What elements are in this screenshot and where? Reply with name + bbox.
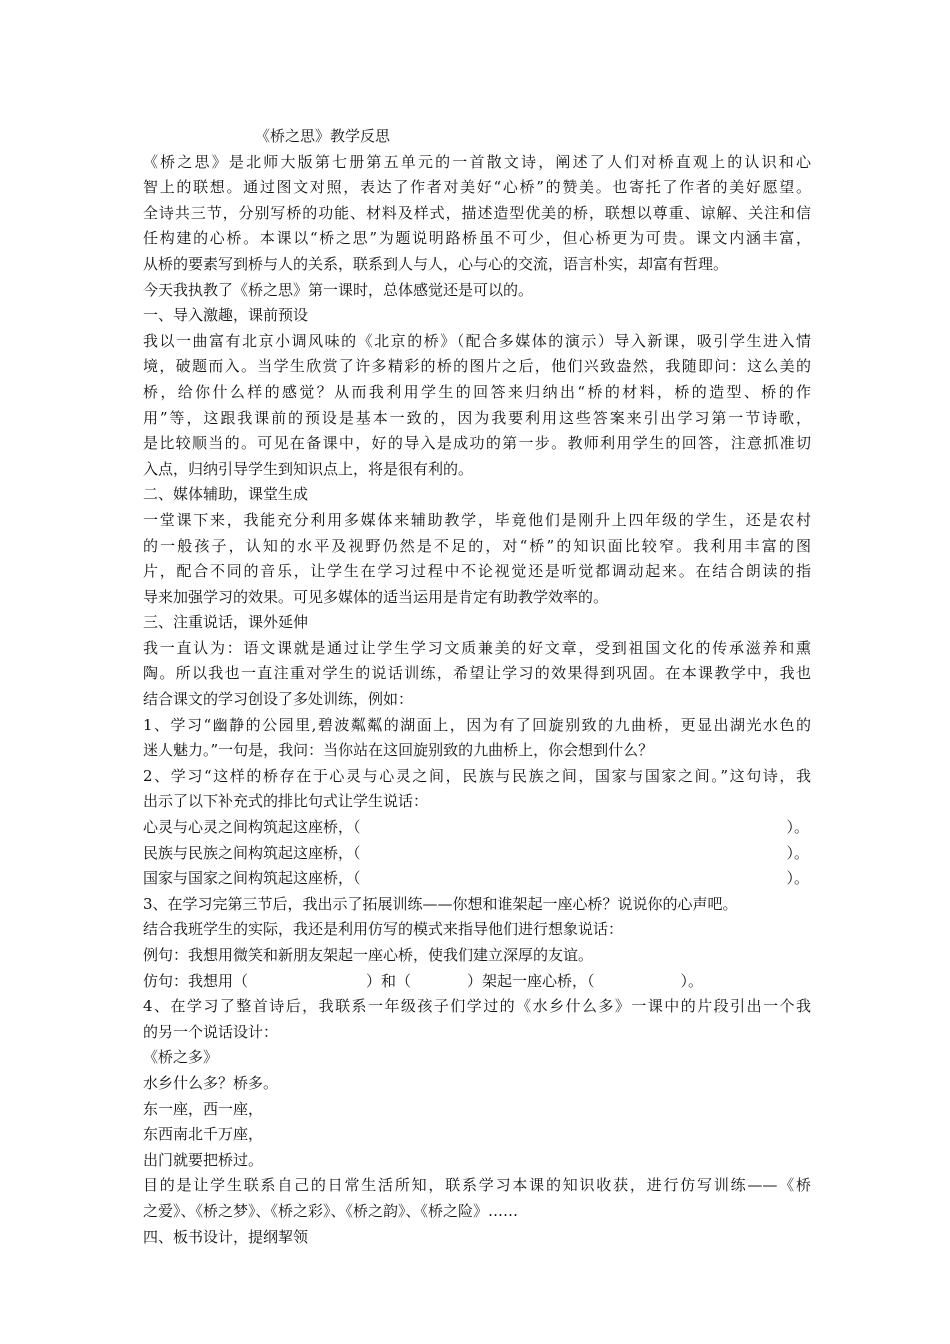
list-item-1 bbox=[143, 713, 811, 764]
section-1-line: 入点，归纳引导学生到知识点上，将是很有利的。 bbox=[143, 459, 474, 478]
imitation-part: ）和（ bbox=[366, 971, 412, 990]
purpose-line: 目的是让学生联系自己的日常生活所知，联系学习本课的知识收获，进行仿写训练——《桥 bbox=[143, 1176, 811, 1195]
poem-block bbox=[143, 1045, 811, 1173]
section-3-paragraph bbox=[143, 636, 811, 713]
list-item-4 bbox=[143, 994, 811, 1045]
purpose-line: 之爱》、《桥之梦》、《桥之彩》、《桥之韵》、《桥之险》…… bbox=[143, 1201, 519, 1220]
poem-line: 东西南北千万座， bbox=[143, 1125, 264, 1144]
section-1-line: 用”等，这跟我课前的预设是基本一致的，因为我要利用这些答案来引出学习第一节诗歌， bbox=[143, 408, 811, 427]
section-heading-4: 四、板书设计，提纲挈领 bbox=[143, 1227, 309, 1246]
fill-blank-stem: 民族与民族之间构筑起这座桥，（ bbox=[143, 843, 361, 862]
imitation-gap bbox=[411, 969, 467, 995]
fill-blank-end: ）。 bbox=[786, 843, 809, 862]
intro-line: 从桥的要素写到桥与人的关系，联系到人与人，心与心的交流，语言朴实，却富有哲理。 bbox=[143, 254, 729, 273]
list-item-2-line: 2、学习“这样的桥存在于心灵与心灵之间，民族与民族之间，国家与国家之间。”这句诗，我 bbox=[143, 766, 811, 785]
fill-blank-sentence bbox=[143, 815, 811, 841]
list-item-1-line: 迷人魅力。”一句是，我问：当你站在这回旋别致的九曲桥上，你会想到什么？ bbox=[143, 741, 654, 760]
section-heading-3: 三、注重说话，课外延伸 bbox=[143, 613, 309, 632]
section-2-line: 一堂课下来，我能充分利用多媒体来辅助教学，毕竟他们是刚升上四年级的学生，还是农村 bbox=[143, 510, 811, 529]
section-2-paragraph bbox=[143, 508, 811, 610]
section-1-line: 桥，给你什么样的感觉？从而我利用学生的回答来归纳出“桥的材料，桥的造型、桥的作 bbox=[143, 382, 811, 401]
list-item-3-line: 3、在学习完第三节后，我出示了拓展训练——你想和谁架起一座心桥？说说你的心声吧。 bbox=[143, 894, 738, 913]
imitation-part: ）架起一座心桥，（ bbox=[467, 971, 595, 990]
example-sentence: 例句：我想用微笑和新朋友架起一座心桥，使我们建立深厚的友谊。 bbox=[143, 946, 594, 964]
list-item-3 bbox=[143, 892, 811, 943]
intro-line: 任构建的心桥。本课以“桥之思”为题说明路桥虽不可少，但心桥更为可贵。课文内涵丰富， bbox=[143, 229, 811, 248]
poem-line: 水乡什么多？桥多。 bbox=[143, 1073, 279, 1092]
fill-blank-gap bbox=[361, 866, 787, 892]
purpose-paragraph bbox=[143, 1173, 811, 1224]
section-2-line: 片，配合不同的音乐，让学生在学习过程中不论视觉还是听觉都调动起来。在结合朗读的指 bbox=[143, 562, 811, 581]
intro-line: 智上的联想。通过图文对照，表达了作者对美好“心桥”的赞美。也寄托了作者的美好愿望。 bbox=[143, 178, 811, 197]
document-page bbox=[143, 124, 811, 1250]
imitation-part: 仿句：我想用（ bbox=[143, 971, 249, 990]
section-3-line: 我一直认为：语文课就是通过让学生学习文质兼美的好文章，受到祖国文化的传承滋养和熏 bbox=[143, 638, 811, 657]
imitation-sentence bbox=[143, 969, 811, 995]
fill-blank-gap bbox=[361, 841, 787, 867]
document-title: 《桥之思》教学反思 bbox=[255, 127, 391, 145]
fill-blank-stem: 国家与国家之间构筑起这座桥，（ bbox=[143, 869, 361, 888]
list-item-4-line: 的另一个说话设计： bbox=[143, 1022, 279, 1041]
list-item-1-line: 1、学习“幽静的公园里,碧波粼粼的湖面上，因为有了回旋别致的九曲桥，更显出湖光水色的 bbox=[143, 715, 811, 734]
fill-blank-end: ）。 bbox=[786, 869, 809, 888]
poem-title: 《桥之多》 bbox=[143, 1048, 219, 1067]
section-2-line: 导来加强学习的效果。可见多媒体的适当运用是肯定有助教学效率的。 bbox=[143, 587, 609, 606]
section-1-line: 我以一曲富有北京小调风味的《北京的桥》（配合多媒体的演示）导入新课，吸引学生进入情 bbox=[143, 331, 811, 350]
section-3-line: 陶。所以我也一直注重对学生的说话训练，希望让学习的效果得到巩固。在本课教学中，我也 bbox=[143, 664, 811, 683]
list-item-4-line: 4、在学习了整首诗后，我联系一年级孩子们学过的《水乡什么多》一课中的片段引出一个我 bbox=[143, 997, 811, 1016]
fill-blank-sentence bbox=[143, 841, 811, 867]
intro-line: 今天我执教了《桥之思》第一课时，总体感觉还是可以的。 bbox=[143, 280, 534, 299]
intro-paragraph bbox=[143, 150, 811, 304]
list-item-2 bbox=[143, 764, 811, 815]
fill-blank-stem: 心灵与心灵之间构筑起这座桥，（ bbox=[143, 818, 361, 837]
section-1-line: 是比较顺当的。可见在备课中，好的导入是成功的第一步。教师利用学生的回答，注意抓准切 bbox=[143, 434, 811, 453]
section-1-line: 境，破题而入。当学生欣赏了许多精彩的桥的图片之后，他们兴致盎然，我随即问：这么美的 bbox=[143, 357, 811, 376]
section-heading-2: 二、媒体辅助，课堂生成 bbox=[143, 485, 309, 504]
poem-line: 东一座，西一座， bbox=[143, 1099, 264, 1118]
intro-line: 《桥之思》是北师大版第七册第五单元的一首散文诗，阐述了人们对桥直观上的认识和心 bbox=[143, 152, 811, 171]
fill-blank-sentence bbox=[143, 866, 811, 892]
section-2-line: 的一般孩子，认知的水平及视野仍然是不足的，对“桥”的知识面比较窄。我利用丰富的图 bbox=[143, 536, 811, 555]
list-item-3-line: 结合我班学生的实际，我还是利用仿写的模式来指导他们进行想象说话： bbox=[143, 920, 624, 939]
intro-line: 全诗共三节，分别写桥的功能、材料及样式，描述造型优美的桥，联想以尊重、谅解、关注和信 bbox=[143, 203, 811, 222]
section-3-line: 结合课文的学习创设了多处训练，例如： bbox=[143, 690, 414, 709]
fill-blank-gap bbox=[361, 815, 787, 841]
section-heading-1: 一、导入激趣，课前预设 bbox=[143, 306, 309, 325]
imitation-gap bbox=[248, 969, 366, 995]
list-item-2-line: 出示了以下补充式的排比句式让学生说话： bbox=[143, 792, 429, 811]
section-1-paragraph bbox=[143, 329, 811, 483]
fill-blank-end: ）。 bbox=[786, 818, 809, 837]
imitation-part: ）。 bbox=[680, 971, 704, 990]
poem-line: 出门就要把桥过。 bbox=[143, 1150, 264, 1169]
imitation-gap bbox=[595, 969, 681, 995]
